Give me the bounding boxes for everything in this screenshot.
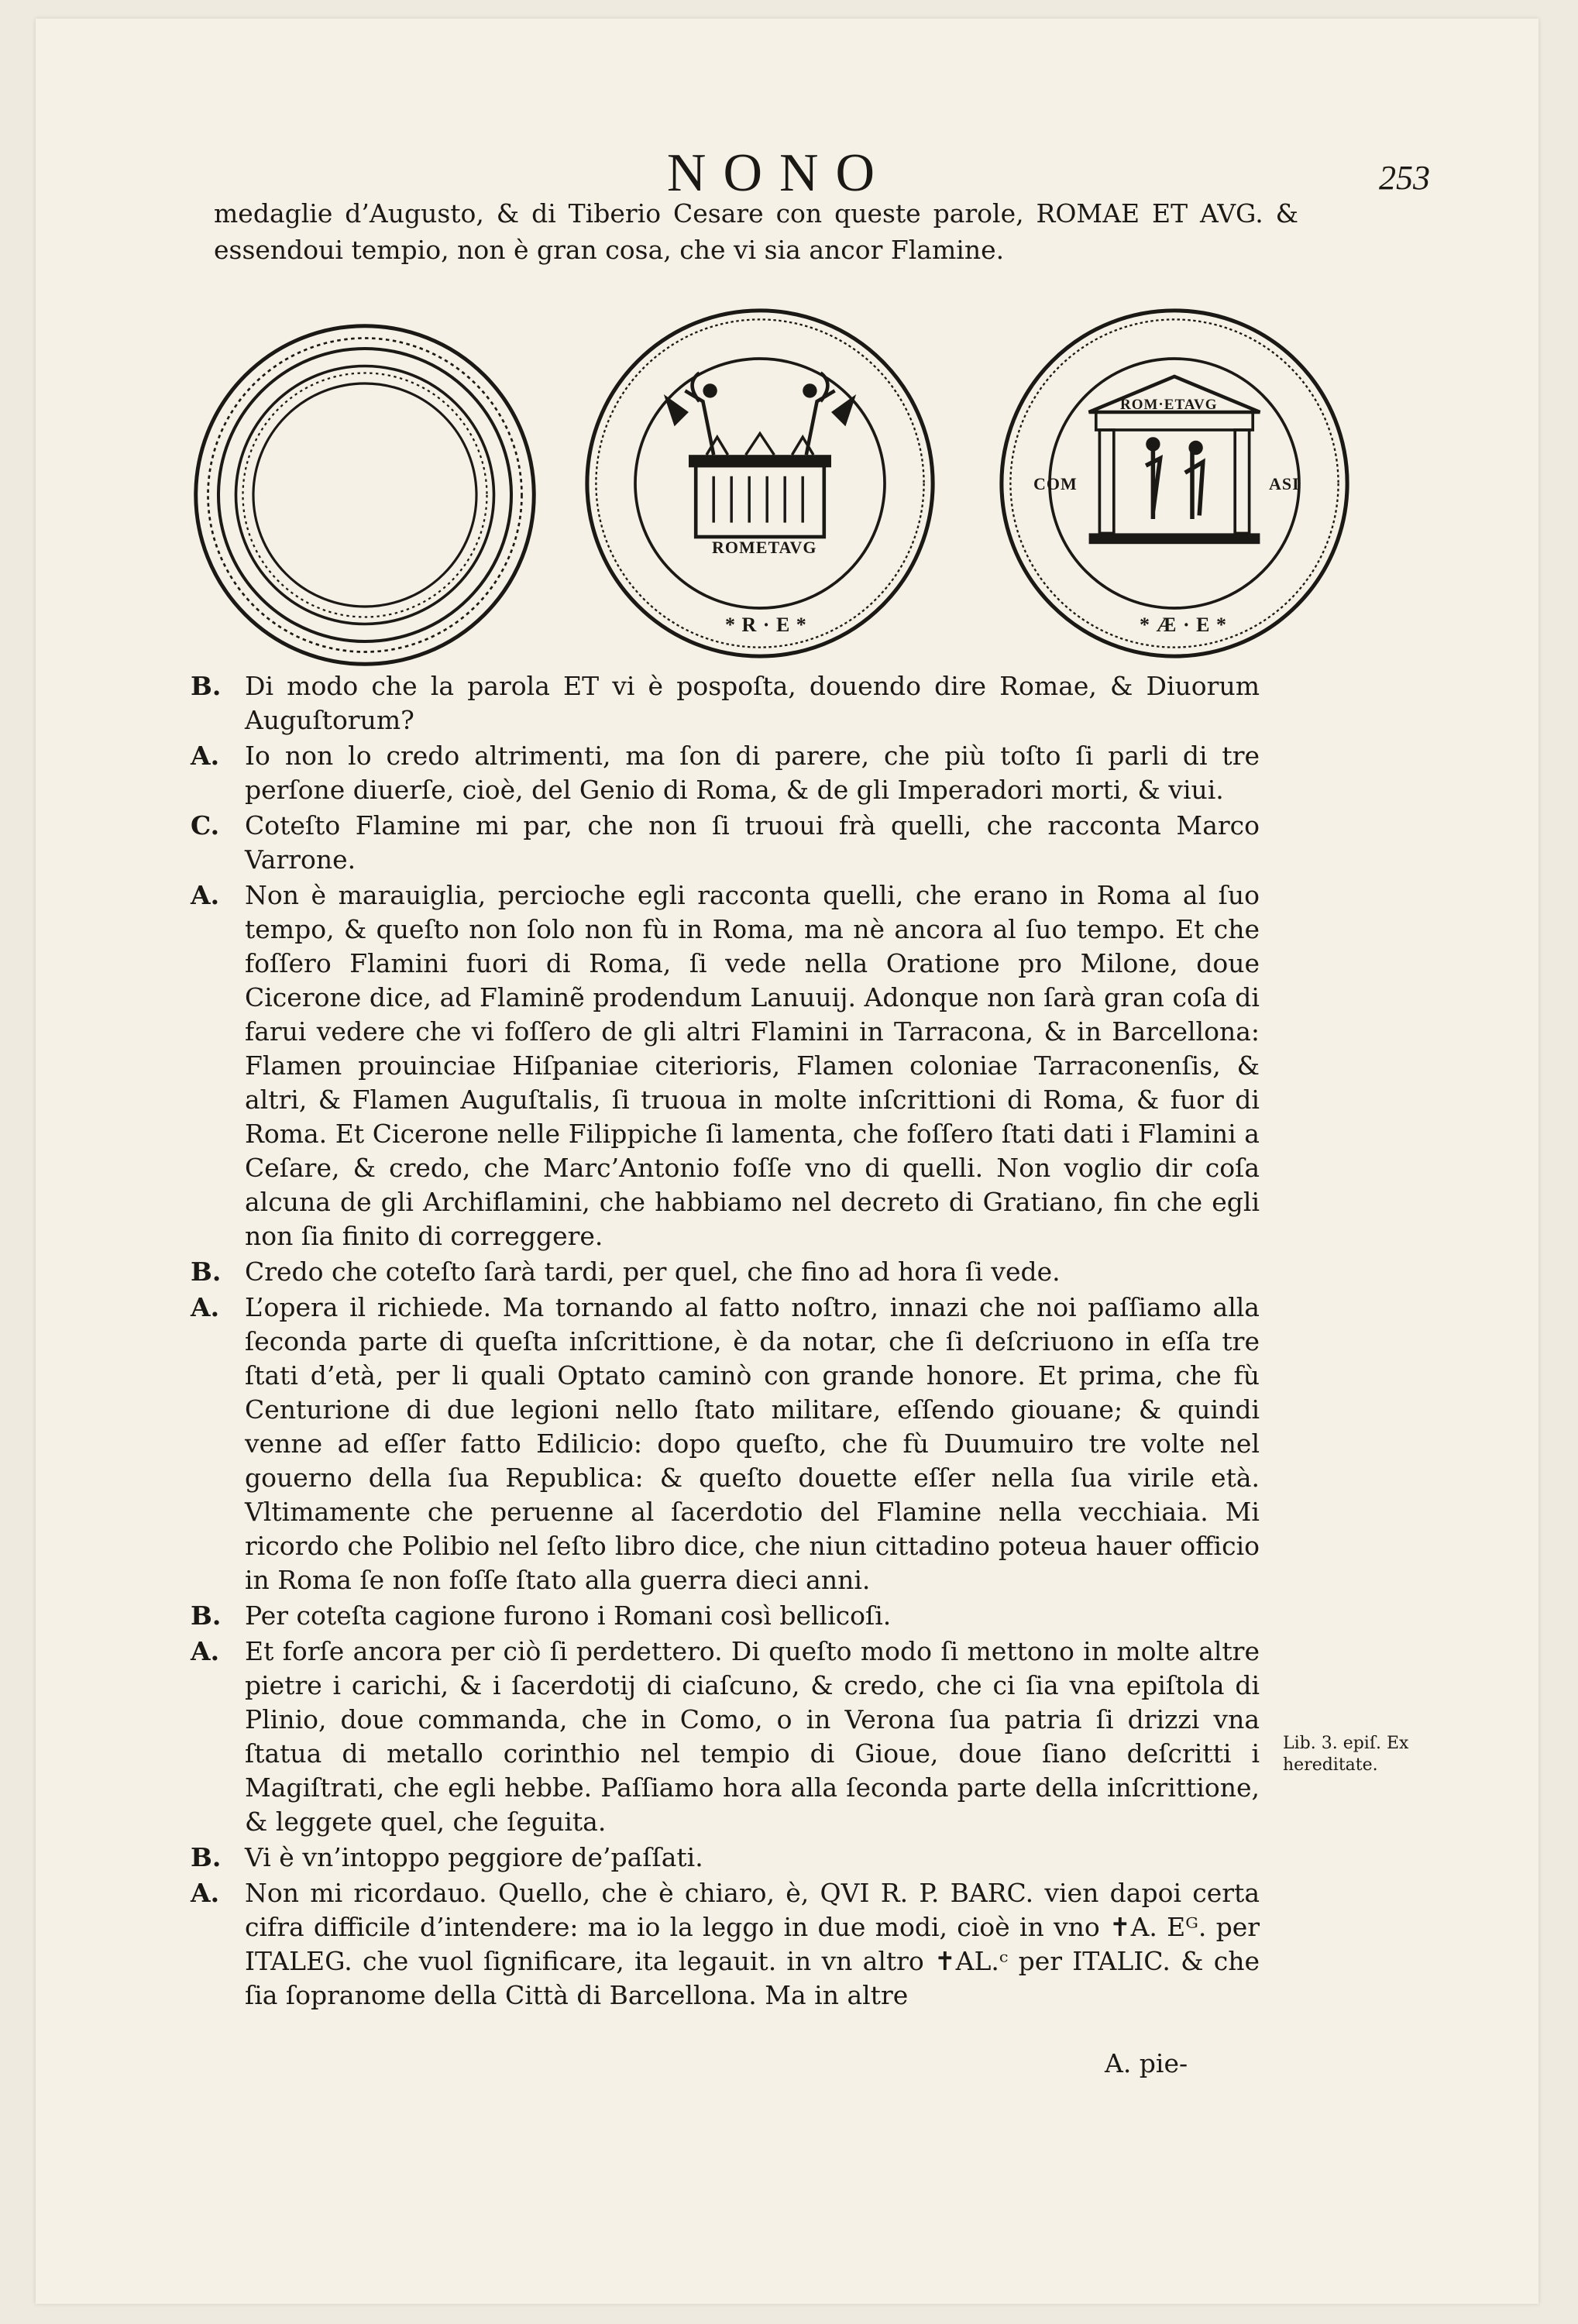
coin-altar-mint: * R · E * [725, 614, 807, 636]
paragraph-text: Di modo che la parola ET vi è pospoſta, douendo dire Romae, & Diuorum Auguſtorum? [245, 671, 1260, 735]
speaker-label: B. [191, 671, 222, 701]
dialogue-paragraph [191, 1599, 1260, 1633]
coin-temple-label: ROM·ETAVG [1120, 397, 1218, 413]
paragraph-text: Io non lo credo altrimenti, ma ſon di parere, che più toſto ſi parli di tre perſone diuerſe, cioè, del Genio di Roma, & de gli Imperadori morti, & viui. [245, 741, 1260, 805]
coin-temple-mint: * Æ · E * [1140, 614, 1228, 636]
speaker-label: A. [191, 1878, 220, 1908]
paragraph-text: Per coteſta cagione furono i Romani così bellicoſi. [245, 1600, 892, 1631]
speaker-label: A. [191, 1292, 220, 1322]
dialogue-paragraph [191, 1841, 1260, 1875]
coin-altar-engraving [582, 305, 938, 662]
dialogue-paragraph [191, 1876, 1260, 2013]
coin-temple [996, 305, 1353, 662]
coin-temple-left: COM [1033, 474, 1078, 493]
dialogue-paragraph [191, 809, 1260, 877]
dialogue-paragraph [191, 739, 1260, 807]
speaker-label: B. [191, 1842, 222, 1872]
running-title: NONO [666, 143, 892, 203]
paragraph-text: Non è marauiglia, percioche egli racconta quelli, che erano in Roma al ſuo tempo, & queſto non ſolo non fù in Roma, ma nè ancora al ſuo tempo. Et che foſſero Flamini fuori di Roma, ſi vede nella Oratione pro Milone, doue Cicerone dice, ad Flaminẽ prodendum Lanuuij. Adonque non ſarà gran coſa di farui vedere che vi foſſero de gli altri Flamini in Tarracona, & in Barcellona: Flamen prouinciae Hiſpaniae citerioris, Flamen coloniae Tarraconenſis, & altri, & Flamen Auguſtalis, ſi truoua in molte inſcrittioni di Roma, & fuor di Roma. Et Cicerone nelle Filippiche ſi lamenta, che foſſero ſtati dati i Flamini a Ceſare, & credo, che Marc’Antonio foſſe vno di quelli. Non voglio dir coſa alcuna de gli Archiflamini, che habbiamo nel decreto di Gratiano, fin che egli non ſia finito di correggere. [245, 880, 1260, 1251]
intro-text: medaglie d’Augusto, & di Tiberio Cesare con queste parole, ROMAE ET AVG. & essendoui tempio, non è gran cosa, che vi sia ancor Flamine. [214, 198, 1298, 265]
coin-blank [191, 321, 539, 669]
speaker-label: B. [191, 1600, 222, 1631]
paragraph-text: Vi è vn’intoppo peggiore de’paſſati. [245, 1842, 703, 1872]
speaker-label: A. [191, 1636, 220, 1666]
coin-illustrations [175, 305, 1415, 693]
dialogue-paragraph [191, 669, 1260, 737]
coin-blank-engraving [191, 321, 539, 669]
paragraph-text: Et forſe ancora per ciò ſi perdettero. Di queſto modo ſi mettono in molte altre pietre i carichi, & i ſacerdotij di ciaſcuno, & credo, che ci ſia vna epiſtola di Plinio, doue commanda, che in Como, o in Verona ſua patria ſi drizzi vna ſtatua di metallo corinthio nel tempio di Gioue, doue ſiano deſcritti i Magiſtrati, che egli hebbe. Paſſiamo hora alla ſeconda parte della inſcrittione, & leggete quel, che ſeguita. [245, 1636, 1260, 1837]
paper-sheet [36, 19, 1538, 2304]
speaker-label: B. [191, 1257, 222, 1287]
dialogue-paragraph [191, 1291, 1260, 1597]
paragraph-text: L’opera il richiede. Ma tornando al fatto noſtro, innazi che noi paſſiamo alla ſeconda parte di queſta inſcrittione, è da notar, che ſi deſcriuono in eſſa tre ſtati d’età, per li quali Optato caminò con grande honore. Et prima, che fù Centurione di due legioni nello ſtato militare, eſſendo giouane; & quindi venne ad eſſer fatto Edilicio: dopo queſto, che fù Duumuiro tre volte nel gouerno della ſua Republica: & queſto douette eſſer nella ſua virile età. Vltimamente che peruenne al ſacerdotio del Flamine nella vecchiaia. Mi ricordo che Polibio nel ſeſto libro dice, che niun cittadino poteua hauer officio in Roma ſe non foſſe ſtato alla guerra dieci anni. [245, 1292, 1260, 1595]
dialogue-paragraph [191, 1255, 1260, 1289]
speaker-label: C. [191, 810, 220, 841]
dialogue-paragraph [191, 1635, 1260, 1839]
margin-note: Lib. 3. epiſ. Ex hereditate. [1283, 1734, 1409, 1775]
dialogue [191, 669, 1260, 2014]
speaker-label: A. [191, 741, 220, 771]
paragraph-text: Coteſto Flamine mi par, che non ſi truoui frà quelli, che racconta Marco Varrone. [245, 810, 1260, 875]
paragraph-text: Credo che coteſto ſarà tardi, per quel, che fino ad hora ſi vede. [245, 1257, 1061, 1287]
catchword: A. pie- [1105, 2048, 1188, 2078]
coin-altar-label: ROMETAVG [712, 538, 817, 557]
coin-temple-right: ASI [1269, 474, 1300, 493]
dialogue-paragraph [191, 878, 1260, 1253]
paragraph-text: Non mi ricordauo. Quello, che è chiaro, è, QVI R. P. BARC. vien dapoi certa cifra difficile d’intendere: ma io la leggo in due modi, cioè in vno ✝A. Eᴳ. per ITALEG. che vuol ſignificare, ita legauit. in vn altro ✝AL.ᶜ per ITALIC. & che ſia ſopranome della Città di Barcellona. Ma in altre [245, 1878, 1260, 2010]
page-number: 253 [1379, 159, 1430, 197]
book-page [175, 112, 1446, 2203]
speaker-label: A. [191, 880, 220, 910]
coin-altar [582, 305, 938, 662]
